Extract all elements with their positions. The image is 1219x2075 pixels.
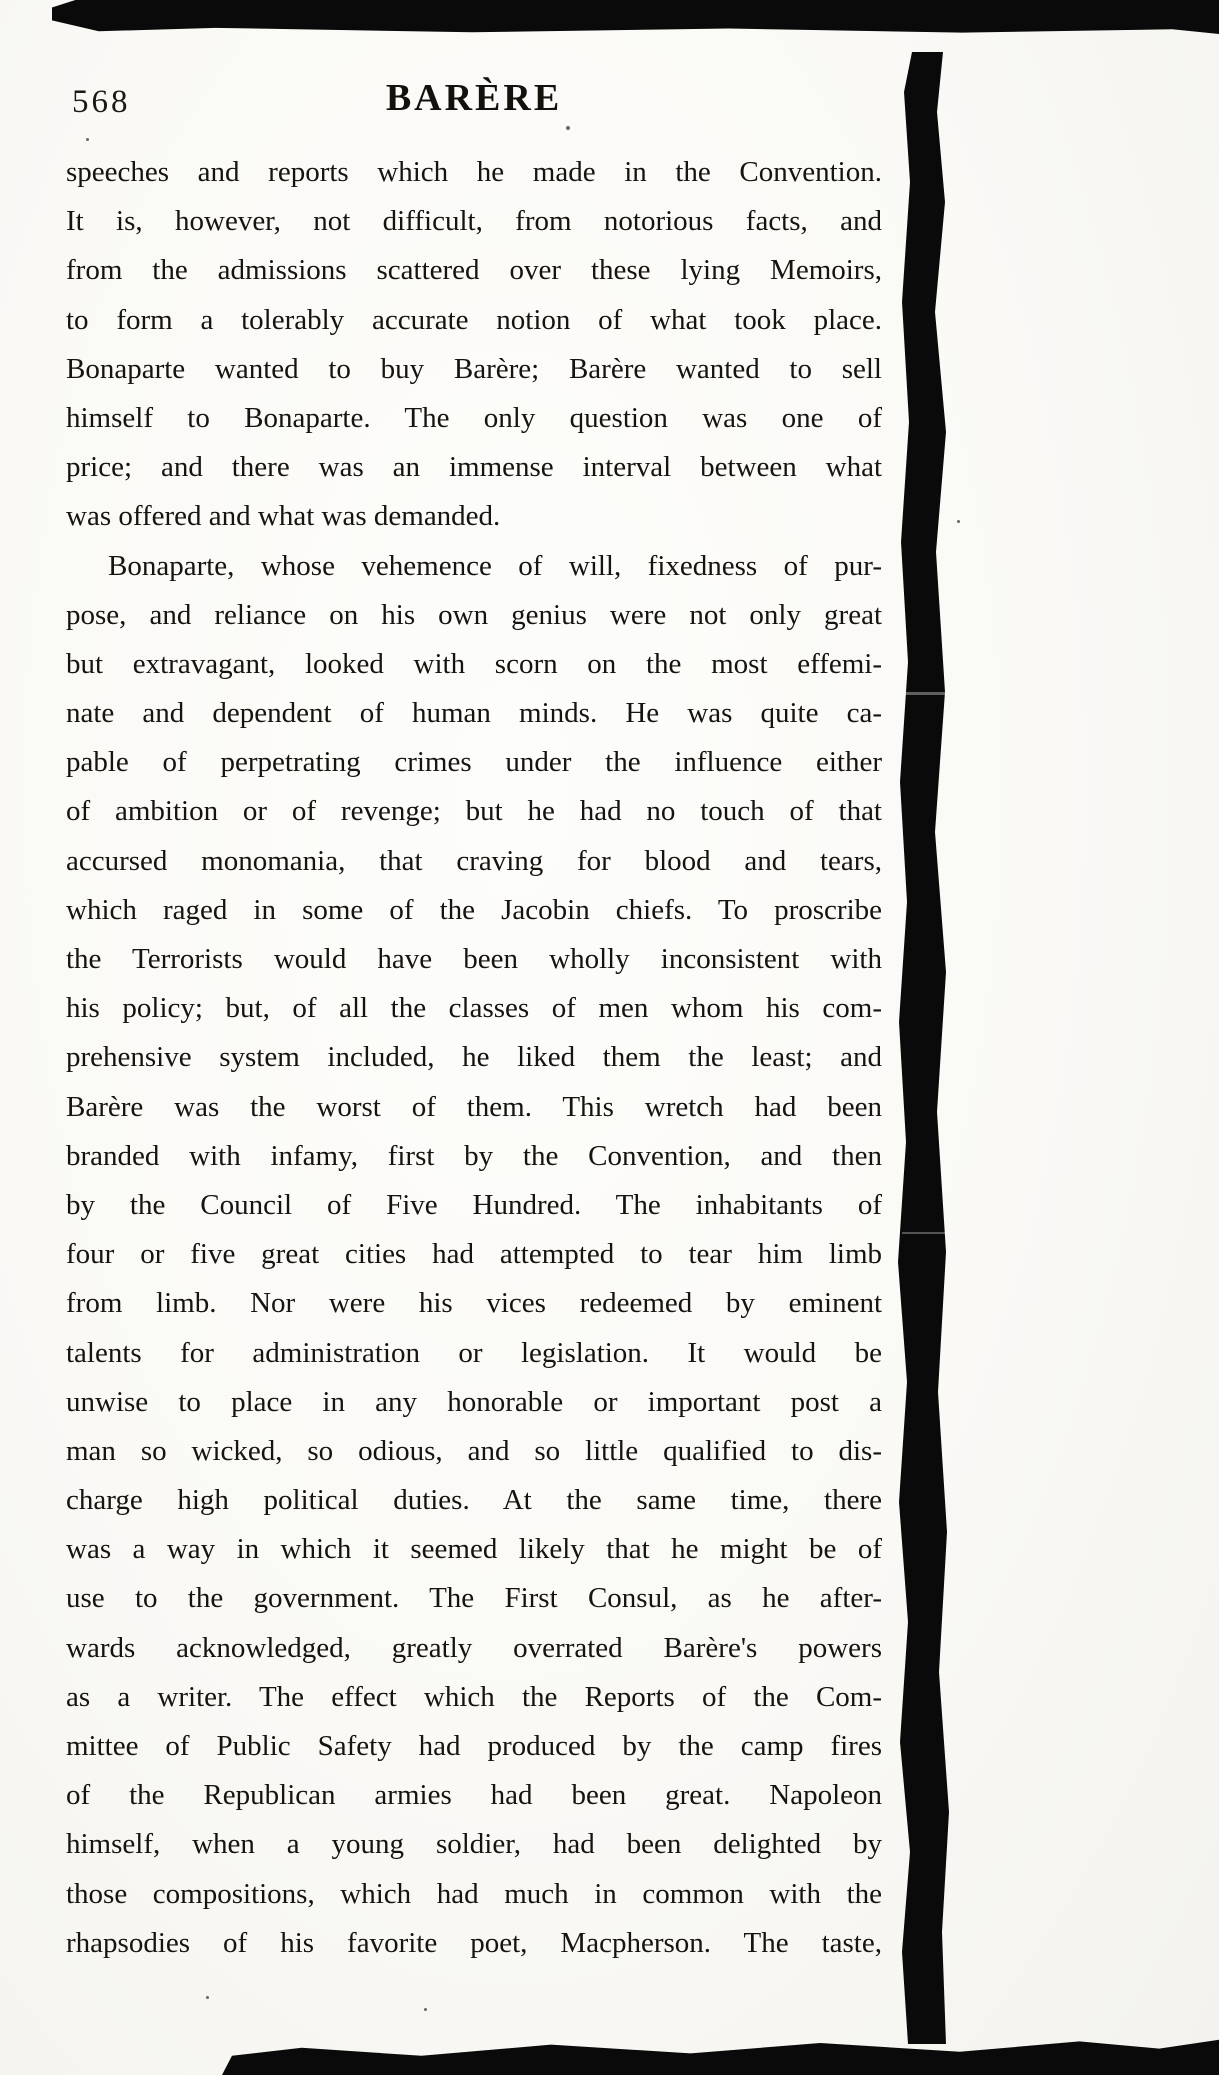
text-line: Bonaparte, whose vehemence of will, fixedness of pur- (108, 549, 882, 582)
scan-speck (86, 138, 89, 141)
page-header (66, 76, 882, 132)
text-line: mittee of Public Safety had produced by the camp fires (66, 1730, 882, 1762)
text-line: wards acknowledged, greatly overrated Barère's powers (66, 1631, 882, 1664)
text-line: use to the government. The First Consul, as he after- (66, 1582, 882, 1615)
text-line: It is, however, not difficult, from notorious facts, and (66, 205, 882, 238)
scan-edge-bottom-bar (222, 2035, 1219, 2075)
text-line: which raged in some of the Jacobin chiefs. To proscribe (66, 893, 882, 926)
text-line: to form a tolerably accurate notion of what took place. (66, 303, 882, 336)
paragraph (66, 148, 882, 542)
page-body-text (66, 148, 882, 1968)
text-line: himself, when a young soldier, had been delighted by (66, 1828, 882, 1861)
text-line: the Terrorists would have been wholly inconsistent with (66, 943, 882, 975)
text-line: was offered and what was demanded. (66, 500, 501, 533)
scan-speck (424, 2008, 427, 2011)
text-line: price; and there was an immense interval between what (66, 451, 882, 484)
text-line: speeches and reports which he made in the Convention. (66, 156, 882, 188)
text-line: pose, and reliance on his own genius were not only great (66, 598, 882, 631)
text-line: prehensive system included, he liked them the least; and (66, 1041, 882, 1074)
text-line: of ambition or of revenge; but he had no touch of that (66, 795, 882, 828)
running-head-title: BARÈRE (385, 77, 563, 119)
text-line: was a way in which it seemed likely that he might be of (66, 1533, 882, 1566)
text-line: nate and dependent of human minds. He was quite ca- (66, 697, 882, 730)
text-line: from the admissions scattered over these lying Memoirs, (66, 254, 882, 287)
scan-speck (957, 520, 960, 523)
text-line: those compositions, which had much in common with the (66, 1877, 882, 1910)
text-line: talents for administration or legislation. It would be (66, 1336, 882, 1369)
text-line: pable of perpetrating crimes under the influence either (66, 746, 882, 779)
scan-speck (206, 1996, 209, 1999)
text-line: as a writer. The effect which the Reports of the Com- (66, 1680, 882, 1713)
text-line: himself to Bonaparte. The only question was one of (66, 401, 882, 434)
text-line: four or five great cities had attempted to tear him limb (66, 1238, 882, 1271)
text-line: rhapsodies of his favorite poet, Macpherson. The taste, (66, 1926, 882, 1959)
text-line: from limb. Nor were his vices redeemed by eminent (66, 1287, 882, 1320)
text-line: by the Council of Five Hundred. The inhabitants of (66, 1188, 882, 1221)
paragraph (66, 542, 882, 1968)
text-line: but extravagant, looked with scorn on the most effemi- (66, 647, 882, 680)
text-line: of the Republican armies had been great. Napoleon (66, 1779, 882, 1812)
scan-edge-top-bar (52, 0, 1219, 34)
text-line: accursed monomania, that craving for blood and tears, (66, 844, 882, 877)
text-line: man so wicked, so odious, and so little qualified to dis- (66, 1434, 882, 1467)
text-line: his policy; but, of all the classes of men whom his com- (66, 992, 882, 1025)
text-line: Bonaparte wanted to buy Barère; Barère wanted to sell (66, 352, 882, 385)
scan-gutter-edge-band (896, 52, 950, 2044)
text-line: unwise to place in any honorable or important post a (66, 1385, 882, 1418)
text-line: branded with infamy, first by the Convention, and then (66, 1139, 882, 1172)
text-line: charge high political duties. At the same time, there (66, 1484, 882, 1517)
page-number: 568 (72, 84, 131, 120)
text-line: Barère was the worst of them. This wretch had been (66, 1090, 882, 1123)
